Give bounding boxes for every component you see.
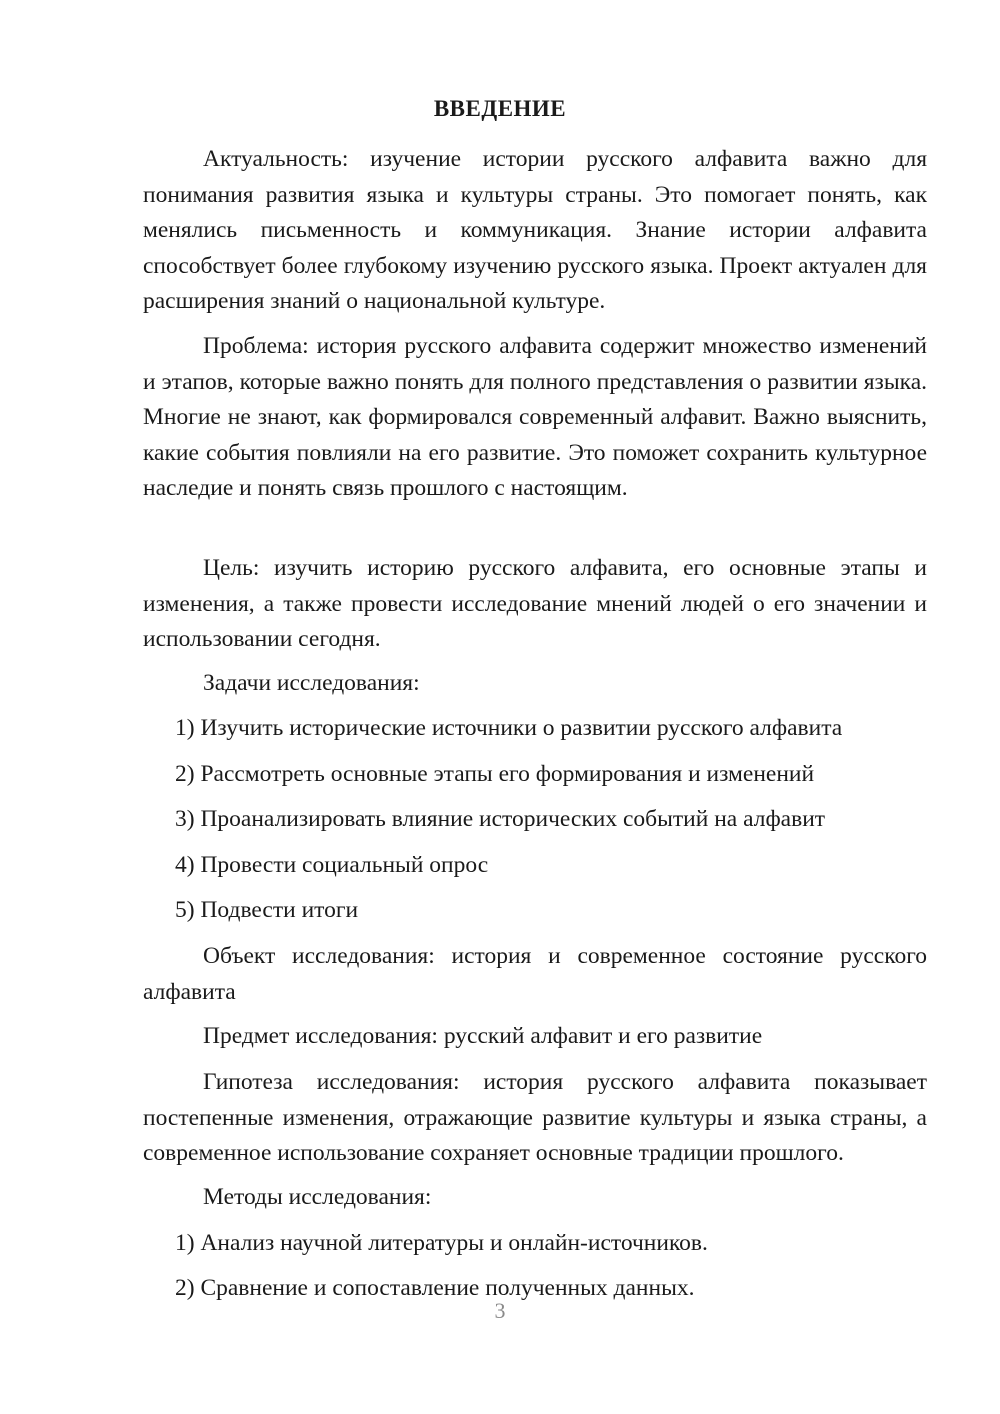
task-item: 1) Изучить исторические источники о развитии русского алфавита — [175, 715, 843, 741]
problem-paragraph: Проблема: история русского алфавита содержит множество изменений и этапов, которые важно понять для полного представления о развитии языка. Многие не знают, как формировался современный алфавит. Важно выяснить, какие события повлияли на его развитие. Это поможет сохранить культурное наследие и понять связь прошлого с настоящим. — [143, 333, 927, 501]
task-item: 2) Рассмотреть основные этапы его формирования и изменений — [175, 761, 815, 787]
tasks-title: Задачи исследования: — [203, 670, 420, 696]
hypothesis-paragraph: Гипотеза исследования: история русского алфавита показывает постепенные изменения, отражающие развитие культуры и языка страны, а современное использование сохраняет основные традиции прошлого. — [143, 1069, 927, 1166]
method-item: 2) Сравнение и сопоставление полученных данных. — [175, 1275, 695, 1301]
page-number: 3 — [494, 1298, 506, 1323]
method-item: 1) Анализ научной литературы и онлайн-источников. — [175, 1230, 708, 1256]
goal-paragraph: Цель: изучить историю русского алфавита, его основные этапы и изменения, а также провести исследование мнений людей о его значении и использовании сегодня. — [143, 555, 927, 652]
relevance-paragraph: Актуальность: изучение истории русского алфавита важно для понимания развития языка и культуры страны. Это помогает понять, как менялись письменность и коммуникация. Знание истории алфавита способствует более глубокому изучению русского языка. Проект актуален для расширения знаний о национальной культуре. — [143, 146, 927, 314]
task-item: 4) Провести социальный опрос — [175, 852, 489, 878]
task-item: 5) Подвести итоги — [175, 897, 359, 923]
section-heading: ВВЕДЕНИЕ — [433, 96, 567, 121]
methods-title: Методы исследования: — [203, 1184, 432, 1210]
task-item: 3) Проанализировать влияние исторических событий на алфавит — [175, 806, 826, 832]
subject-paragraph: Предмет исследования: русский алфавит и его развитие — [203, 1023, 763, 1049]
object-paragraph: Объект исследования: история и современное состояние русского алфавита — [143, 943, 927, 1005]
